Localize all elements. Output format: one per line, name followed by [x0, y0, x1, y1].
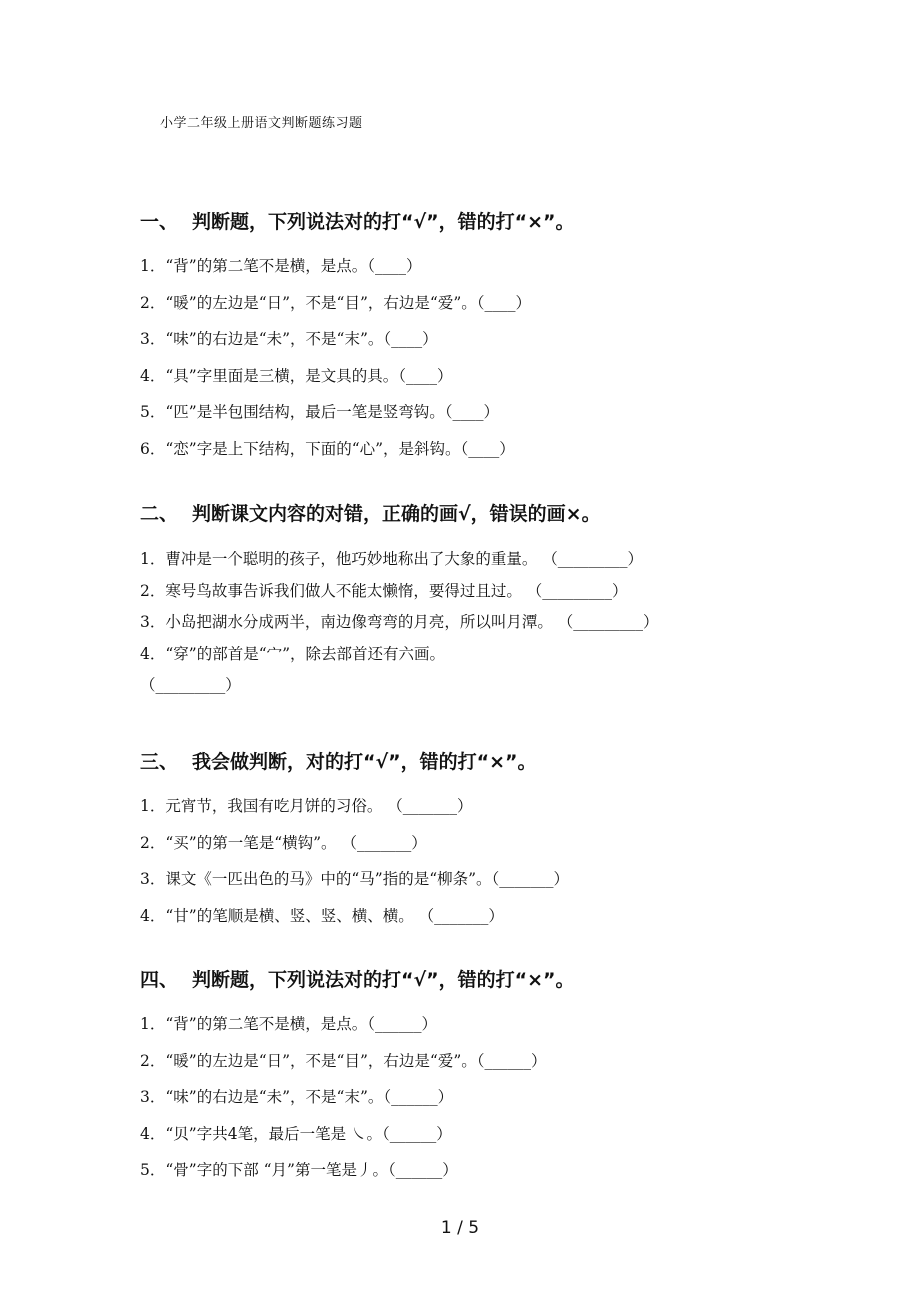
question-item: 4．“贝”字共4笔，最后一笔是 ㇏。（______） — [140, 1124, 452, 1143]
section-heading — [140, 966, 800, 994]
question-item: 1．元宵节，我国有吃月饼的习俗。 （_______） — [140, 797, 473, 815]
question-list — [140, 544, 800, 700]
question-item: 1．“背”的第二笔不是横，是点。（______） — [140, 1015, 437, 1033]
page-number: 1 / 5 — [440, 1218, 480, 1238]
section-heading — [140, 208, 800, 236]
question-item: 2．寒号鸟故事告诉我们做人不能太懒惰，要得过且过。 （_________） — [140, 581, 628, 600]
question-item: 6．“恋”字是上下结构，下面的“心”，是斜钩。（____） — [140, 439, 515, 458]
section-number: 三、 — [140, 751, 179, 773]
section-heading-text: 判断课文内容的对错，正确的画√，错误的画×。 — [192, 503, 601, 525]
section-1 — [140, 208, 800, 467]
section-heading-text: 我会做判断，对的打“√”，错的打“×”。 — [192, 751, 537, 773]
question-item: 4．“甘”的笔顺是横、竖、竖、横、横。 （_______） — [140, 906, 504, 925]
section-heading-text: 判断题，下列说法对的打“√”，错的打“×”。 — [192, 211, 575, 233]
document-title: 小学二年级上册语文判断题练习题 — [160, 116, 363, 131]
section-2 — [140, 500, 800, 700]
section-heading — [140, 500, 800, 528]
section-4 — [140, 966, 800, 1189]
question-item: 3．课文《一匹出色的马》中的“马”指的是“柳条”。（_______） — [140, 870, 570, 888]
question-item: 4．“穿”的部首是“宀”，除去部首还有六画。 — [140, 644, 446, 663]
question-item: 4．“具”字里面是三横，是文具的具。（____） — [140, 366, 453, 385]
question-item: 1．“背”的第二笔不是横，是点。（____） — [140, 257, 422, 275]
question-item: 5．“骨”字的下部 “月”第一笔是丿。（______） — [140, 1161, 458, 1179]
section-number: 一、 — [140, 211, 179, 233]
question-item: 2．“暖”的左边是“日”，不是“目”，右边是“爱”。（____） — [140, 293, 532, 312]
question-item: 2．“买”的第一笔是“横钩”。 （_______） — [140, 833, 427, 852]
question-item: 2．“暖”的左边是“日”，不是“目”，右边是“爱”。（______） — [140, 1051, 547, 1070]
section-heading-text: 判断题，下列说法对的打“√”，错的打“×”。 — [192, 969, 575, 991]
question-item: 3．“味”的右边是“未”，不是“末”。（____） — [140, 330, 438, 348]
question-list — [140, 248, 800, 467]
question-item: 3．“味”的右边是“未”，不是“末”。（______） — [140, 1088, 454, 1106]
question-item: 3．小岛把湖水分成两半，南边像弯弯的月亮，所以叫月潭。 （_________） — [140, 613, 659, 631]
question-list — [140, 788, 800, 934]
section-heading — [140, 748, 800, 776]
answer-blank: （_________） — [140, 676, 241, 694]
section-number: 四、 — [140, 969, 179, 991]
question-list — [140, 1006, 800, 1189]
question-item: 5．“匹”是半包围结构，最后一笔是竖弯钩。（____） — [140, 403, 499, 421]
section-3 — [140, 748, 800, 934]
question-item: 1．曹冲是一个聪明的孩子，他巧妙地称出了大象的重量。 （_________） — [140, 550, 644, 568]
section-number: 二、 — [140, 503, 179, 525]
